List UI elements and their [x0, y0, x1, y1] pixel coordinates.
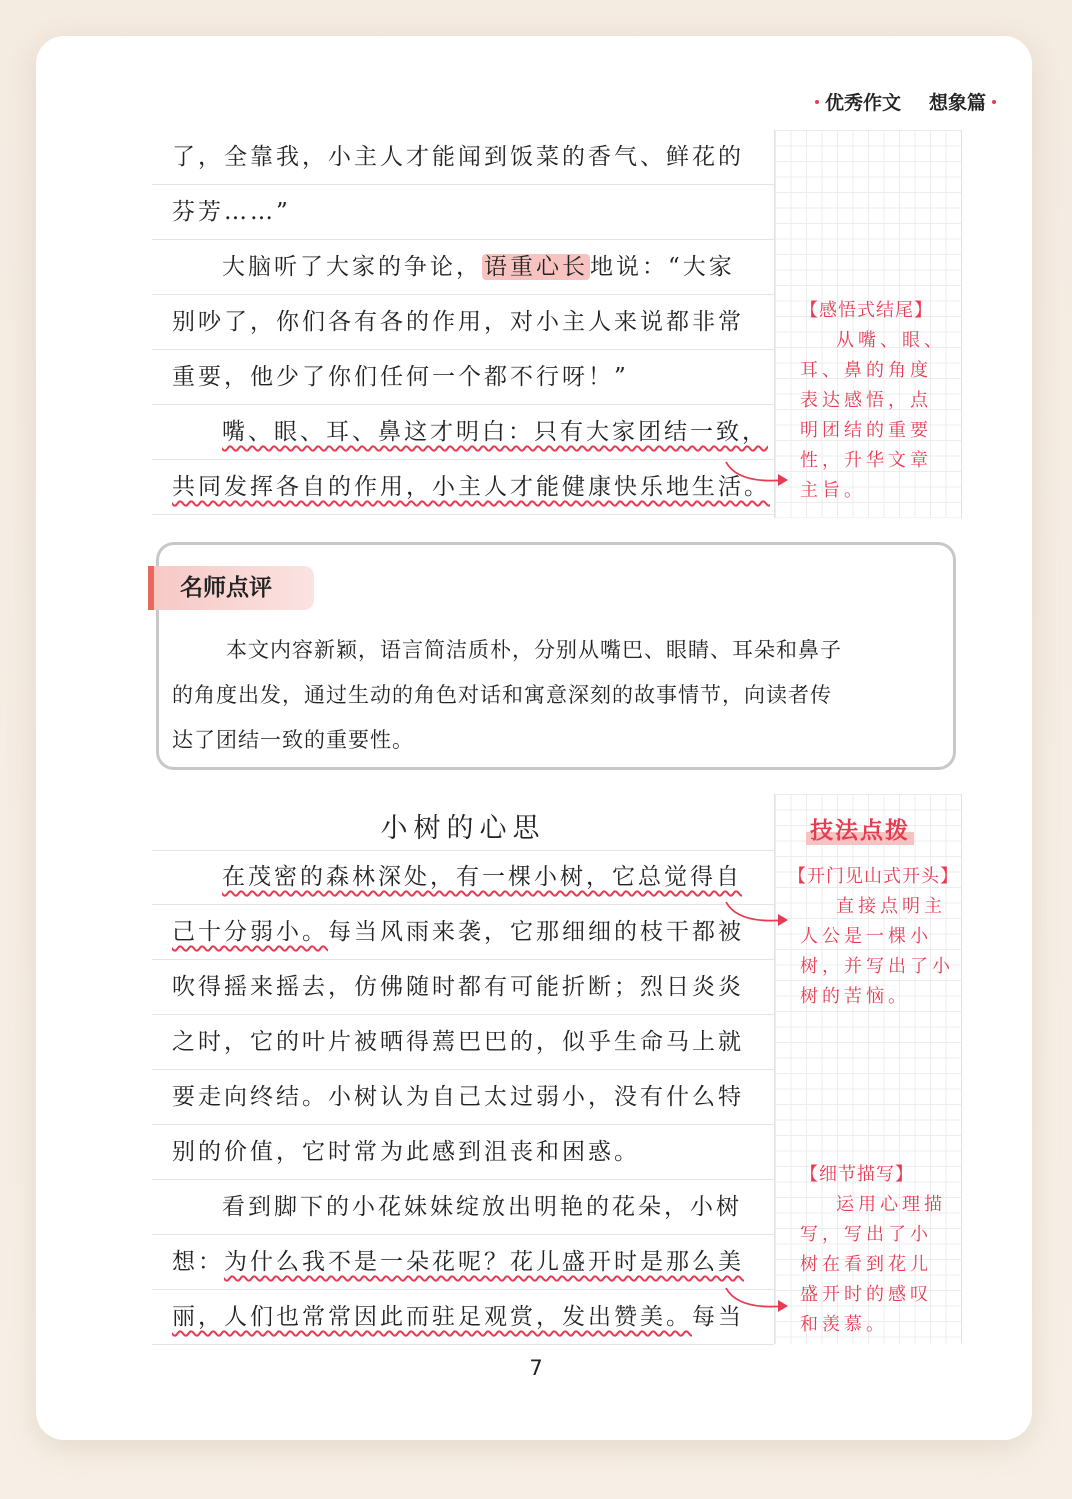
header-series: 优秀作文	[824, 92, 901, 114]
text-line	[152, 405, 774, 460]
text-line	[152, 1290, 774, 1345]
text-line: 吹得摇来摇去，仿佛随时都有可能折断；烈日炎炎	[152, 960, 774, 1015]
margin-note-ending	[800, 296, 950, 506]
note-body: 运用心理描写，写出了小树在看到花儿盛开时的感叹和羡慕。	[800, 1194, 946, 1335]
review-line: 的角度出发，通过生动的角色对话和寓意深刻的故事情节，向读者传	[172, 683, 832, 707]
text-segment: 地说：“大家	[590, 254, 735, 280]
review-line: 本文内容新颖，语言简洁质朴，分别从嘴巴、眼睛、耳朵和鼻子	[226, 638, 842, 662]
text-line: 了，全靠我，小主人才能闻到饭菜的香气、鲜花的	[152, 130, 774, 185]
note-title: 【感悟式结尾】	[800, 300, 933, 321]
text-line	[152, 850, 774, 905]
underlined-text: 共同发挥各自的作用，小主人才能健康快乐地生活。	[172, 474, 770, 500]
text-segment: 大脑听了大家的争论，	[222, 254, 482, 280]
text-line: 重要，他少了你们任何一个都不行呀！”	[152, 350, 774, 405]
text-line: 看到脚下的小花妹妹绽放出明艳的花朵，小树	[152, 1180, 774, 1235]
text-segment: 每当风雨来袭，它那细细的枝干都被	[328, 919, 744, 945]
note-body: 直接点明主人公是一棵小树，并写出了小树的苦恼。	[800, 896, 954, 1007]
note-body: 从嘴、眼、耳、鼻的角度表达感悟，点明团结的重要性，升华文章主旨。	[800, 330, 946, 501]
underlined-text: 为什么我不是一朵花呢？花儿盛开时是那么美	[224, 1249, 744, 1275]
text-line	[152, 905, 774, 960]
underlined-text: 丽，人们也常常因此而驻足观赏，发出赞美。	[172, 1304, 692, 1330]
arrow-icon	[722, 1284, 794, 1314]
arrow-icon	[722, 898, 794, 928]
arrow-icon	[722, 458, 794, 488]
underlined-text: 己十分弱小。	[172, 919, 328, 945]
text-line: 要走向终结。小树认为自己太过弱小，没有什么特	[152, 1070, 774, 1125]
underlined-text: 在茂密的森林深处，有一棵小树，它总觉得自	[222, 864, 742, 890]
review-text	[172, 628, 948, 763]
highlight-word: 语重心长	[484, 254, 588, 280]
text-line: 别吵了，你们各有各的作用，对小主人来说都非常	[152, 295, 774, 350]
text-line	[152, 460, 774, 515]
page-header	[815, 88, 996, 115]
page-number: 7	[529, 1356, 543, 1380]
header-dot-icon	[992, 100, 996, 104]
underlined-text: 嘴、眼、耳、鼻这才明白：只有大家团结一致，	[222, 419, 768, 445]
text-line: 芬芳……”	[152, 185, 774, 240]
note-title: 【开门见山式开头】	[788, 866, 959, 887]
text-line: 别的价值，它时常为此感到沮丧和困惑。	[152, 1125, 774, 1180]
text-line	[152, 240, 774, 295]
text-line: 之时，它的叶片被晒得蔫巴巴的，似乎生命马上就	[152, 1015, 774, 1070]
margin-note-opening	[788, 862, 959, 1012]
text-segment: 每当	[692, 1304, 744, 1330]
margin-note-detail	[800, 1160, 950, 1340]
text-line	[152, 1235, 774, 1290]
review-tag: 名师点评	[148, 566, 314, 610]
header-section: 想象篇	[928, 92, 986, 114]
note-title: 【细节描写】	[800, 1164, 914, 1185]
text-segment: 想：	[172, 1249, 224, 1275]
story-title: 小树的心思	[152, 800, 774, 851]
review-line: 达了团结一致的重要性。	[172, 728, 414, 752]
header-dot-icon	[815, 100, 819, 104]
technique-title: 技法点拨	[806, 812, 914, 845]
